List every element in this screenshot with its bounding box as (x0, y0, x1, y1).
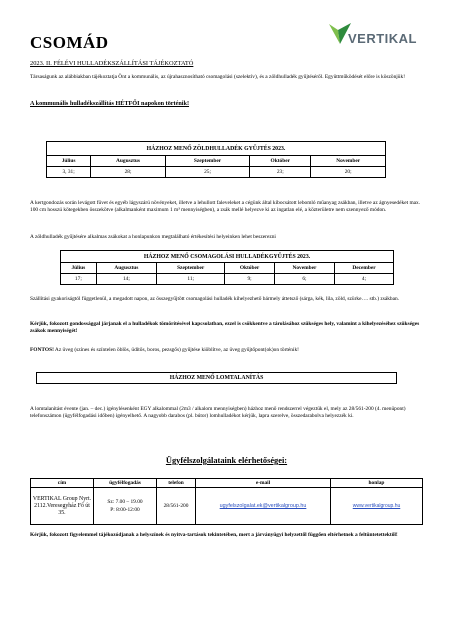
green-month: November (311, 156, 386, 167)
bulky-paragraph: A lomtalanítást évente (jan. – dec.) igénylésenként EGY alkalommal (2m3 / alkalom mennyiségben) házhoz menő rendszerrel végeztük el, mely az 28/561-200 (4. menüpont) telefonszámon (ügyfélfogadási időben) igényelhető. A nagyobb darabos (pl. bútor) lomhulladékot kérjük, lapra szerelve, összedarabolva helyezzék ki. (30, 406, 406, 420)
bulky-box-title: HÁZHOZ MENŐ LOMTALANÍTÁS (169, 375, 264, 381)
green-month: Szeptember (165, 156, 249, 167)
green-bags-note: A zöldhulladék gyűjtésére alkalmas zsákokat a honlapunkon megtalálható értékesítési helyeinken lehet beszerezni (30, 234, 276, 240)
contact-hours (94, 488, 157, 525)
packaging-month: Augusztus (96, 263, 156, 274)
green-table-title: HÁZHOZ MENŐ ZÖLDHULLADÉK GYŰJTÉS 2023. (47, 142, 386, 156)
green-date: 23; (250, 167, 311, 178)
packaging-date: 9; (225, 274, 274, 285)
packaging-date: 17; (61, 274, 97, 285)
contact-hours-line2: P: 8:00-12:00 (110, 507, 140, 513)
green-month: Július (47, 156, 91, 167)
green-month: Augusztus (91, 156, 166, 167)
glass-notice-text: Az üveg (színes és színtelen öblös, üdítős, boros, pezsgős) gyűjtése kiöblítve, az üveg gyűjtőpont(ok)on történik! (53, 347, 299, 353)
communal-notice: A kommunális hulladékszállítás HÉTFŐI napokon történik! (30, 100, 190, 107)
closing-notice: Kérjük, fokozott figyelemmel tájékozódjanak a helyszínek és nyitva-tartások tekintetében, mert a járványügyi helyzettől függően eltérhetnek a feltüntetettektől! (30, 532, 398, 538)
packaging-month: Október (225, 263, 274, 274)
green-date: 3, 31; (47, 167, 91, 178)
page-subtitle: 2023. II. FÉLÉVI HULLADÉKSZÁLLÍTÁSI TÁJÉKOZTATÓ (30, 60, 194, 67)
bulky-waste-box (36, 372, 397, 384)
packaging-date: 6; (274, 274, 334, 285)
compress-notice: Kérjük, fokozott gondossággal járjanak el a hulladékok tömörítésével kapcsolatban, ezzel is csökkentve a tárolásához szükséges hely, valamint a kihelyezéséhez szükséges zsákok mennyiségét! (30, 321, 420, 335)
packaging-table-title: HÁZHOZ MENŐ CSOMAGOLÁSI HULLADÉKGYŰJTÉS 2023. (61, 251, 394, 263)
packaging-month: Szeptember (157, 263, 225, 274)
contact-header-address: cím (31, 479, 94, 488)
packaging-month: November (274, 263, 334, 274)
glass-notice (30, 347, 423, 354)
packaging-month: December (335, 263, 394, 274)
packaging-date: 4; (335, 274, 394, 285)
contact-website-link[interactable]: www.vertikalgroup.hu (352, 503, 401, 509)
green-waste-table (46, 141, 386, 178)
green-date: 20; (311, 167, 386, 178)
contact-header-website: honlap (331, 479, 423, 488)
logo-text: VERTIKAL (348, 31, 417, 46)
packaging-month: Július (61, 263, 97, 274)
contact-email-cell (196, 488, 331, 525)
contact-table (30, 478, 423, 525)
contact-header-hours: ügyfélfogadás (94, 479, 157, 488)
packaging-table (60, 250, 394, 285)
page-title: CSOMÁD (30, 33, 109, 52)
intro-text: Társaságunk az alábbiakban tájékoztatja Önt a kommunális, az újrahasznosítható csomagolási (szelektív), és a zöldhulladék gyűjtéséről. Együttműködését előre is köszönjük! (30, 74, 405, 80)
contact-title: Ügyfélszolgálataink elérhetőségei: (165, 456, 288, 465)
contact-phone: 28/561-200 (157, 488, 196, 525)
contact-address: VERTIKAL Group Nyrt. 2112.Veresegyház Fő út 35. (31, 488, 94, 525)
glass-notice-label: FONTOS! (30, 347, 54, 353)
green-month: Október (250, 156, 311, 167)
packaging-date: 11; (157, 274, 225, 285)
contact-website-cell (331, 488, 423, 525)
packaging-paragraph: Szállítási gyakoriságtól függetlenül, a megadott napon, az összegyűjtött csomagolási hulladék kihelyezhető bármely áttetsző (sárga, kék, lila, zöld, szürke…. stb.) zsákban. (30, 296, 400, 302)
contact-email-link[interactable]: ugyfelszolgalat.ek@vertikalgroup.hu (219, 503, 307, 509)
packaging-date: 14; (96, 274, 156, 285)
green-date: 25; (165, 167, 249, 178)
contact-header-phone: telefon (157, 479, 196, 488)
vertikal-logo (328, 22, 438, 48)
green-date: 28; (91, 167, 166, 178)
contact-header-email: e-mail (196, 479, 331, 488)
contact-hours-line1: Sz: 7.00 – 19.00 (107, 499, 143, 505)
green-paragraph: A kertgondozás során levágott füvet és egyéb lágyszárú növényeket, illetve a lehullott faleveleket a cégünk által kibocsátott lebomló műanyag zsákban, illetve az ágnyesedéket max. 100 cm hosszú kötegekben összekötve (alkalmanként maximum 1 m³ mennyiségben), a zsák mellé helyezve ki az ingatlan elé, a közterületre nem szennyező módon. (30, 200, 421, 214)
